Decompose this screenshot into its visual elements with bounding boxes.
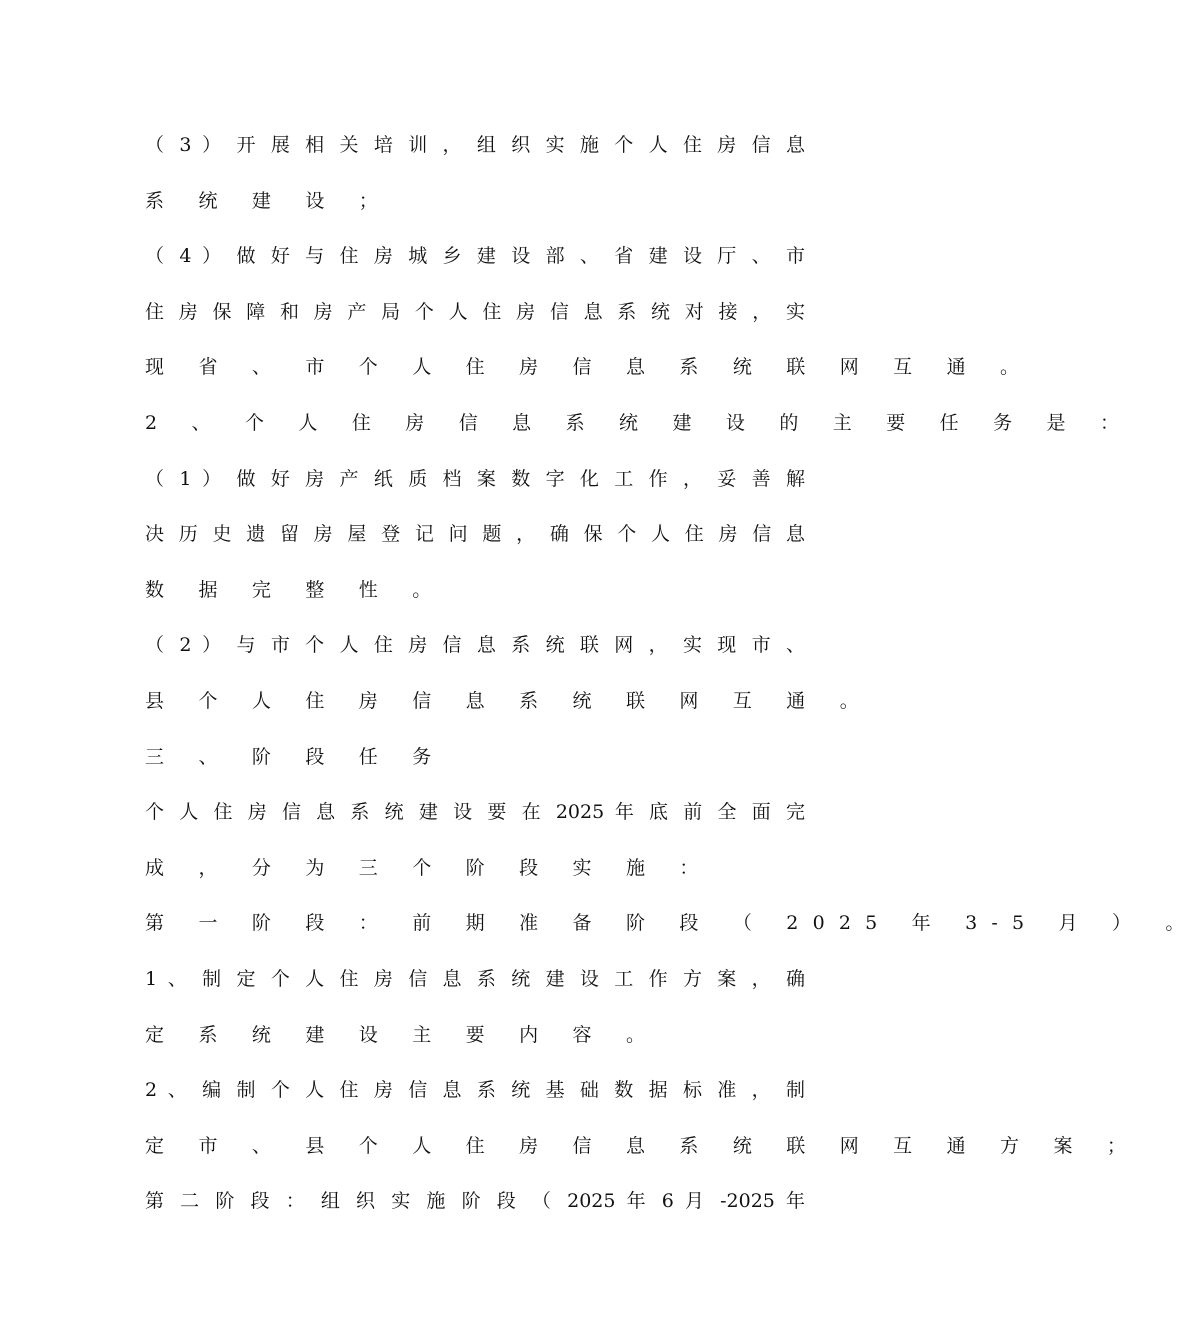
text-line-11: 县 个 人 住 房 信 息 系 统 联 网 互 通 。 xyxy=(145,690,873,712)
text-line-7: （ 1 ） 做 好 房 产 纸 质 档 案 数 字 化 工 作 ， 妥 善 解 xyxy=(145,468,805,490)
text-line-10: （ 2 ） 与 市 个 人 住 房 信 息 系 统 联 网 ， 实 现 市 、 xyxy=(145,634,805,656)
text-line-18: 2 、 编 制 个 人 住 房 信 息 系 统 基 础 数 据 标 准 ， 制 xyxy=(145,1079,805,1101)
text-line-2: 系 统 建 设 ； xyxy=(145,190,392,212)
text-line-14: 成 ， 分 为 三 个 阶 段 实 施 ： xyxy=(145,857,713,879)
text-line-15: 第 一 阶 段 ： 前 期 准 备 阶 段 （ 2025 年 3-5 月 ） 。 xyxy=(145,912,1199,934)
text-line-9: 数 据 完 整 性 。 xyxy=(145,579,446,601)
text-line-3: （ 4 ） 做 好 与 住 房 城 乡 建 设 部 、 省 建 设 厅 、 市 xyxy=(145,245,805,267)
text-line-17: 定 系 统 建 设 主 要 内 容 。 xyxy=(145,1024,660,1046)
text-line-1: （ 3 ） 开 展 相 关 培 训 ， 组 织 实 施 个 人 住 房 信 息 xyxy=(145,134,805,156)
text-line-4: 住 房 保 障 和 房 产 局 个 人 住 房 信 息 系 统 对 接 ， 实 xyxy=(145,301,805,323)
text-line-19: 定 市 、 县 个 人 住 房 信 息 系 统 联 网 互 通 方 案 ； xyxy=(145,1135,1141,1157)
text-line-5: 现 省 、 市 个 人 住 房 信 息 系 统 联 网 互 通 。 xyxy=(145,356,1034,378)
text-line-8: 决 历 史 遗 留 房 屋 登 记 问 题 ， 确 保 个 人 住 房 信 息 xyxy=(145,523,805,545)
text-line-6: 2 、 个 人 住 房 信 息 系 统 建 设 的 主 要 任 务 是 ： xyxy=(145,412,1134,434)
section-heading: 三 、 阶 段 任 务 xyxy=(145,746,446,768)
text-line-20: 第 二 阶 段 ： 组 织 实 施 阶 段 （ 2025 年 6 月 -2025 年 xyxy=(145,1190,805,1212)
text-line-16: 1 、 制 定 个 人 住 房 信 息 系 统 建 设 工 作 方 案 ， 确 xyxy=(145,968,805,990)
text-line-13: 个 人 住 房 信 息 系 统 建 设 要 在 2025 年 底 前 全 面 完 xyxy=(145,801,805,823)
